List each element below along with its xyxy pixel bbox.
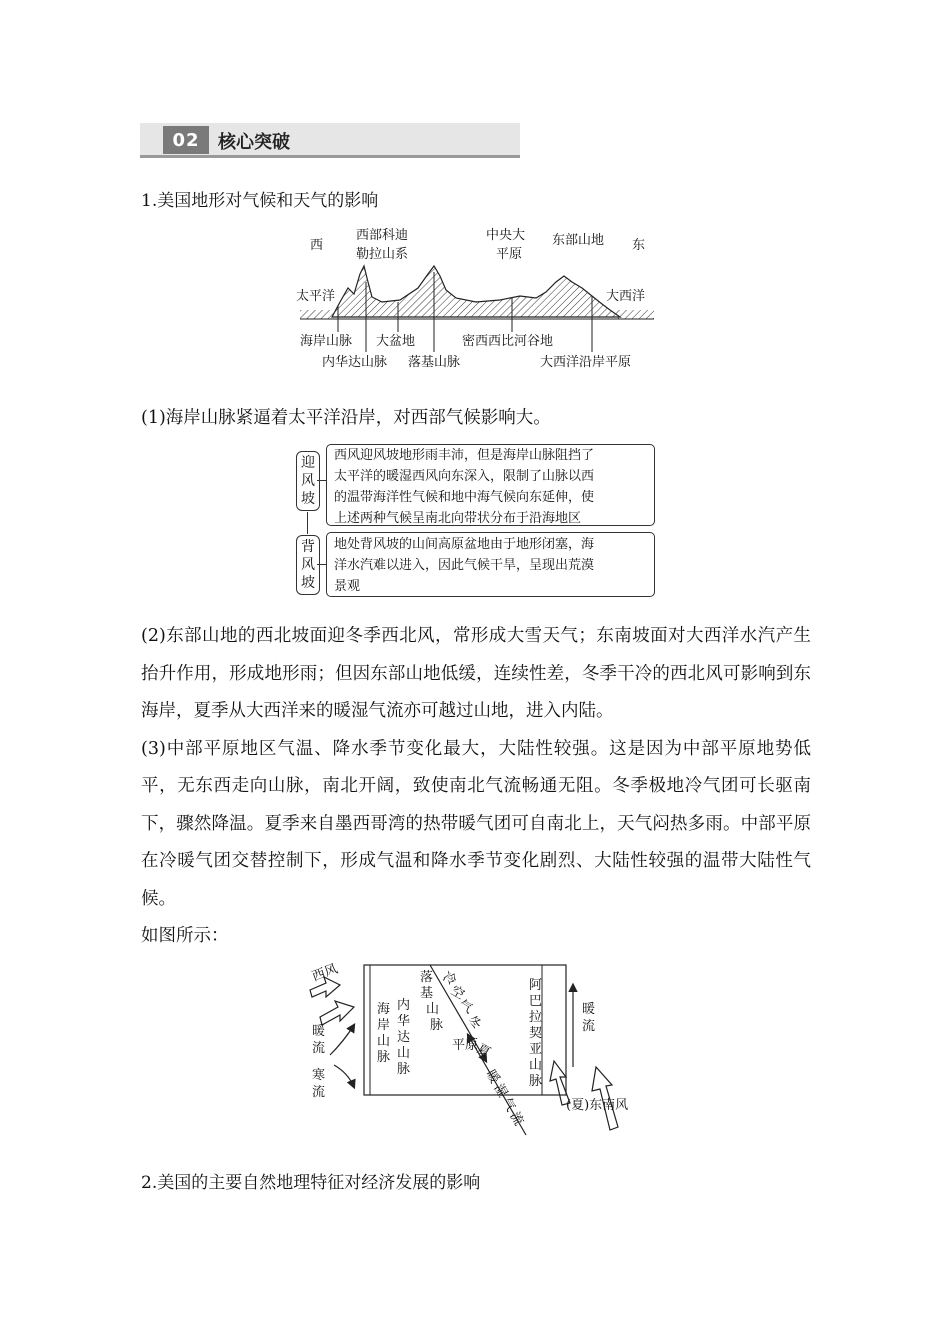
section-banner-underline [140,155,520,158]
label-warm-current-e-1: 暖 [582,1002,596,1017]
point-1: (1)海岸山脉紧逼着太平洋沿岸，对西部气候影响大。 [141,408,551,428]
label-cordillera-2: 勒拉山系 [356,247,409,262]
svg-text:落: 落 [420,970,434,985]
body-paragraphs [141,618,811,956]
svg-text:阿: 阿 [529,978,543,993]
leeward-label: 背 风 坡 [296,535,320,595]
label-sierra-nevada: 内华达山脉 [322,355,388,370]
label-mississippi-valley: 密西西比河谷地 [462,334,554,349]
label-atlantic-plain: 大西洋沿岸平原 [540,355,632,370]
windward-label: 迎 风 坡 [296,451,320,511]
label-rocky-mountains: 落基山脉 [408,355,461,370]
label-summer: 夏 [474,1041,493,1061]
svg-text:岸: 岸 [377,1018,391,1033]
svg-text:山: 山 [529,1058,543,1073]
atlantic-water [616,310,654,319]
label-warm-current-e-2: 流 [582,1019,596,1034]
windward-text-box: 西风迎风坡地形雨丰沛，但是海岸山脉阻挡了 太平洋的暖湿西风向东深入，限制了山脉以西 的温带海洋性气候和地中海气候向东延伸，使 上述两种气候呈南北向带状分布于沿海地区 [326,444,655,526]
section-title: 核心突破 [218,132,290,153]
terrain-shape [332,266,620,317]
label-westerlies: 西风 [310,961,340,985]
svg-text:暖: 暖 [482,1067,503,1087]
point-3: (3)中部平原地区气温、降水季节变化最大，大陆性较强。这是因为中部平原地势低平，无东西走向山脉，南北开阔，致使南北气流畅通无阻。冬季极地冷气团可长驱南下，骤然降温。夏季来自墨西哥湾的热带暖气团可自南北上，天气闷热多雨。中部平原在冷暖气团交替控制下，形成气温和降水季节变化剧烈、大陆性较强的温带大陆性气候。 [141,738,811,909]
see-figure: 如图所示： [141,926,229,946]
section-number: 02 [163,126,209,154]
heading-2: 2.美国的主要自然地理特征对经济发展的影响 [141,1173,481,1193]
svg-text:气: 气 [456,997,475,1017]
label-winter: 冬 [465,1013,484,1033]
terrain-profile-diagram [290,222,670,372]
heading-1: 1.美国地形对气候和天气的影响 [141,191,379,211]
label-coast-range-vertical [377,1002,390,1065]
svg-text:山: 山 [397,1046,411,1061]
label-plain-2: 平原 [496,247,523,262]
pacific-water [300,310,334,319]
svg-text:空: 空 [448,983,467,1003]
svg-text:达: 达 [397,1030,411,1045]
label-appalachian-vertical [529,978,542,1089]
label-sierra-nevada-vertical [397,997,410,1077]
label-warm-current-w-2: 流 [312,1041,326,1056]
svg-text:脉: 脉 [529,1074,543,1089]
label-pacific: 太平洋 [296,289,336,304]
svg-text:脉: 脉 [397,1062,411,1077]
svg-text:亚: 亚 [529,1042,543,1057]
svg-text:冷: 冷 [440,969,459,989]
label-rockies-vertical [420,970,443,1033]
label-plain: 平原 [452,1038,479,1053]
svg-text:湿: 湿 [490,1081,511,1101]
svg-text:拉: 拉 [529,1010,543,1025]
leeward-text-box: 地处背风坡的山间高原盆地由于地形闭塞，海 洋水汽难以进入，因此气候干旱，呈现出荒漠 景观 [326,532,655,597]
label-atlantic: 大西洋 [606,289,646,304]
svg-text:内: 内 [397,998,411,1013]
label-great-basin: 大盆地 [376,334,416,349]
label-east: 东 [632,238,646,253]
label-cold-current-1: 寒 [312,1068,326,1083]
svg-text:契: 契 [529,1026,543,1041]
label-plain-1: 中央大 [486,228,526,243]
svg-text:脉: 脉 [377,1050,391,1065]
point-2: (2)东部山地的西北坡面迎冬季西北风，常形成大雪天气；东南坡面对大西洋水汽产生抬升作用，形成地形雨；但因东部山地低缓，连续性差，冬季干冷的西北风可影响到东海岸，夏季从大西洋来的暖湿气流亦可越过山地，进入内陆。 [141,626,811,721]
svg-text:华: 华 [397,1014,411,1029]
box-connector [307,512,308,534]
svg-text:巴: 巴 [529,994,543,1009]
label-eastern-mountains: 东部山地 [552,233,605,248]
svg-text:山: 山 [426,1002,440,1017]
label-warm-current-w-1: 暖 [312,1024,326,1039]
svg-text:基: 基 [420,986,434,1001]
climate-airflow-diagram [300,955,660,1140]
svg-text:海: 海 [377,1002,391,1017]
label-cold-air [440,969,484,1033]
label-cordillera-1: 西部科迪 [356,228,409,243]
label-coast-range: 海岸山脉 [300,334,353,349]
svg-text:气: 气 [498,1095,519,1115]
svg-text:脉: 脉 [430,1018,444,1033]
label-cold-current-2: 流 [312,1085,326,1100]
svg-text:流: 流 [506,1109,527,1129]
label-west: 西 [310,238,324,253]
label-se-wind: (夏)东南风 [566,1098,629,1113]
svg-text:山: 山 [377,1034,391,1049]
